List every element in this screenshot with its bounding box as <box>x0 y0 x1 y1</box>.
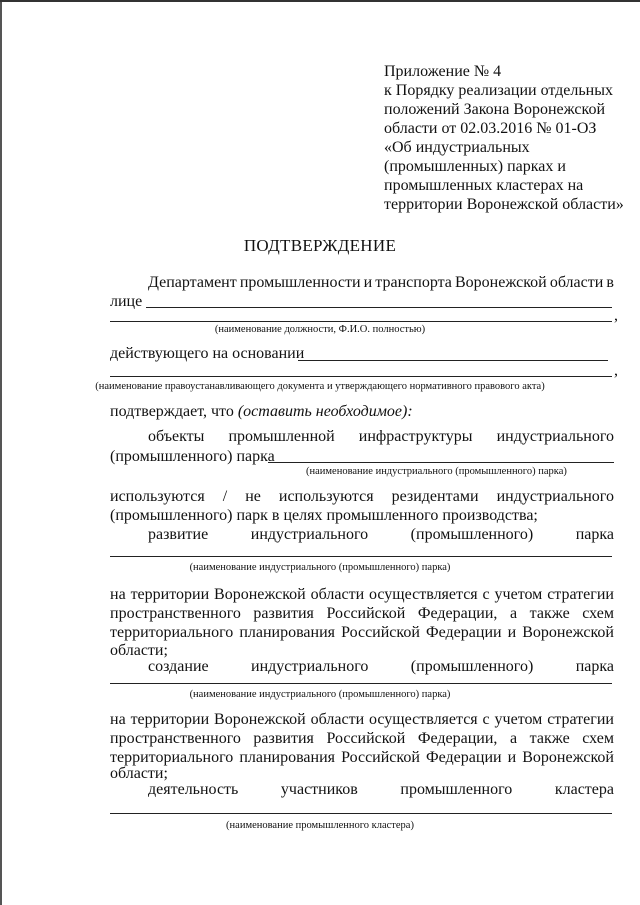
intro-line-1 <box>148 273 614 293</box>
word: индустриального <box>496 488 614 505</box>
word: инфраструктуры <box>358 428 473 445</box>
word: объекты <box>148 428 205 445</box>
appendix-line: Приложение № 4 <box>384 63 502 80</box>
creation-line-1 <box>148 657 614 677</box>
word: схем <box>582 730 614 747</box>
word: области <box>310 586 365 603</box>
page-top-edge <box>0 0 640 2</box>
word: планирования <box>239 624 336 641</box>
basis-fill-line[interactable] <box>298 360 608 361</box>
word: осуществляется <box>369 711 478 728</box>
word: создание <box>148 658 209 675</box>
word: развития <box>253 605 314 622</box>
word: индустриального <box>251 658 369 675</box>
word: схем <box>582 605 614 622</box>
document-title: ПОДТВЕРЖДЕНИЕ <box>243 236 397 255</box>
word: Воронежской <box>522 749 614 766</box>
activity-fill-line[interactable] <box>110 813 612 814</box>
word: Департамент <box>148 274 237 291</box>
development-fill-line[interactable] <box>110 556 612 557</box>
creation-text-4: области; <box>110 765 168 782</box>
word: Российской <box>341 749 420 766</box>
word: кластера <box>554 781 614 798</box>
word: (промышленного) <box>410 526 534 543</box>
word: области <box>310 711 365 728</box>
word: (промышленного) <box>410 658 534 675</box>
word: резидентами <box>391 488 479 505</box>
activity-caption: (наименование промышленного кластера) <box>226 820 414 831</box>
activity-line-1 <box>148 780 614 800</box>
word: также <box>529 730 570 747</box>
word: территориального <box>110 749 234 766</box>
word: развития <box>253 730 314 747</box>
appendix-line: «Об индустриальных <box>384 139 530 156</box>
word: промышленной <box>228 428 335 445</box>
word: Федерации <box>426 624 502 641</box>
word: развитие <box>148 526 209 543</box>
word: пространственного <box>110 730 241 747</box>
word: Воронежской <box>214 586 306 603</box>
creation-text-2 <box>110 729 614 749</box>
word: на <box>110 711 126 728</box>
word: Российской <box>326 730 406 747</box>
face-label: лице <box>110 293 143 310</box>
word: и <box>363 274 373 291</box>
word: Российской <box>341 624 420 641</box>
word: и <box>507 749 517 766</box>
word: Воронежской <box>214 711 306 728</box>
word: с <box>482 711 490 728</box>
creation-text-3 <box>110 748 614 768</box>
confirms-italic: (оставить необходимое): <box>237 403 413 420</box>
word: не <box>245 488 261 505</box>
word: стратегии <box>547 586 614 603</box>
word: используются <box>278 488 374 505</box>
word: планирования <box>239 749 336 766</box>
confirms-text <box>110 402 413 422</box>
word: на <box>110 586 126 603</box>
word: участников <box>280 781 358 798</box>
word: Воронежской <box>522 624 614 641</box>
word: парка <box>575 526 614 543</box>
comma: , <box>614 307 618 324</box>
development-text-3 <box>110 623 614 643</box>
word: а <box>509 730 518 747</box>
word: Федерации, <box>417 605 498 622</box>
development-line-1 <box>148 525 614 545</box>
development-text-1 <box>110 585 614 605</box>
appendix-line: области от 02.03.2016 № 01-ОЗ <box>384 120 597 137</box>
used-line-1 <box>110 487 614 507</box>
appendix-line: положений Закона Воронежской <box>384 101 606 118</box>
word: территориального <box>110 624 234 641</box>
word: используются <box>110 488 205 505</box>
position-fill-line[interactable] <box>110 321 612 322</box>
word: пространственного <box>110 605 241 622</box>
word: / <box>222 488 228 505</box>
word: Воронежской <box>454 274 547 291</box>
word: индустриального <box>496 428 614 445</box>
word: и <box>507 624 517 641</box>
basis-caption: (наименование правоустанавливающего документа и утверждающего нормативного правового акта) <box>95 381 545 392</box>
word: территории <box>130 586 210 603</box>
appendix-line: промышленных кластерах на <box>384 177 584 194</box>
creation-fill-line[interactable] <box>110 683 612 684</box>
creation-caption: (наименование индустриального (промышленного) парка) <box>189 689 451 700</box>
word: в <box>606 274 614 291</box>
appendix-line: (промышленных) парках и <box>384 158 566 175</box>
word: а <box>509 605 518 622</box>
confirms-label: подтверждает, что <box>110 403 238 420</box>
word: парка <box>575 658 614 675</box>
development-text-2 <box>110 604 614 624</box>
appendix-line: территории Воронежской области» <box>384 196 624 213</box>
creation-text-1 <box>110 710 614 730</box>
basis-fill-line-2[interactable] <box>110 376 612 377</box>
word: учетом <box>494 711 543 728</box>
word: осуществляется <box>369 586 478 603</box>
word: области <box>549 274 604 291</box>
word: с <box>482 586 490 603</box>
word: промышленности <box>239 274 361 291</box>
word: также <box>529 605 570 622</box>
objects-line-1 <box>148 427 614 447</box>
word: индустриального <box>250 526 369 543</box>
position-caption: (наименование должности, Ф.И.О. полностью) <box>214 324 426 335</box>
park-caption: (наименование индустриального (промышленного) парка) <box>306 466 567 477</box>
development-text-4: области; <box>110 642 168 659</box>
appendix-line: к Порядку реализации отдельных <box>384 82 613 99</box>
basis-label: действующего на основании <box>110 345 305 362</box>
word: промышленного <box>400 781 513 798</box>
face-fill-line[interactable] <box>146 307 612 308</box>
word: Федерации, <box>417 730 498 747</box>
park-prefix: (промышленного) парка <box>110 448 275 465</box>
comma: , <box>614 362 618 379</box>
park-fill-line[interactable] <box>268 462 614 463</box>
used-line-2: (промышленного) парк в целях промышленного производства; <box>110 507 538 524</box>
word: Федерации <box>426 749 502 766</box>
word: стратегии <box>547 711 614 728</box>
word: деятельность <box>148 781 239 798</box>
word: Российской <box>326 605 406 622</box>
development-caption: (наименование индустриального (промышленного) парка) <box>189 562 451 573</box>
page-left-edge <box>0 0 2 905</box>
word: транспорта <box>375 274 452 291</box>
word: учетом <box>494 586 543 603</box>
word: территории <box>130 711 210 728</box>
